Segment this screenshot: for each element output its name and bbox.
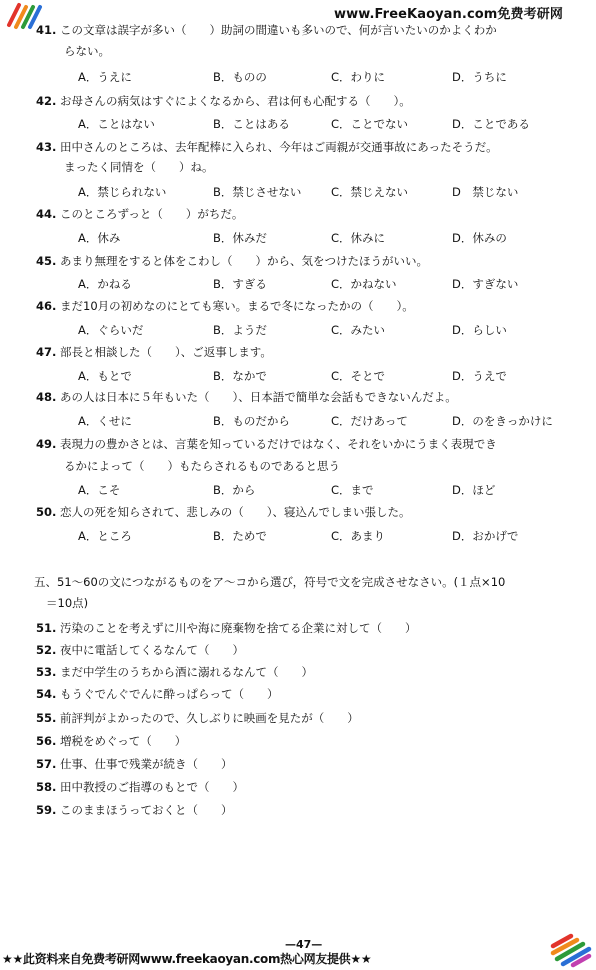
option-c: C．休みに: [331, 231, 386, 245]
question-43: 43. 田中さんのところは、去年配棒に入られ、今年はご両親が交通事故にあったそうだ。: [36, 140, 498, 154]
matching-item-57: 57. 仕事、仕事で残業が続き（ ）: [36, 757, 233, 771]
option-a: A．ことはない: [78, 117, 155, 131]
question-49: 49. 表現力の豊かさとは、言葉を知っているだけではなく、それをいかにうまく表現でき: [36, 437, 497, 451]
option-b: B．すぎる: [213, 277, 267, 291]
question-text: このところずっと（ ）がちだ。: [60, 207, 244, 221]
option-d: D．すぎない: [452, 277, 519, 291]
option-c: C．そとで: [331, 369, 386, 383]
option-c: C．わりに: [331, 70, 386, 84]
question-text: この文章は誤字が多い（ ）助詞の間違いも多いので、何が言いたいのかよくわか: [60, 23, 497, 37]
option-b: B．ものだから: [213, 414, 290, 428]
question-49-continuation: るかによって（ ）もたらされるものであると思う: [64, 459, 340, 473]
page-number: —47—: [285, 938, 323, 951]
option-a: A．かねる: [78, 277, 132, 291]
question-47: 47. 部長と相談した（ ）、ご返事します。: [36, 345, 272, 359]
question-43-continuation: まったく同情を（ ）ね。: [64, 160, 214, 174]
question-text: 田中さんのところは、去年配棒に入られ、今年はご両親が交通事故にあったそうだ。: [60, 140, 498, 154]
matching-item-51: 51. 汚染のことを考えずに川や海に廃棄物を捨てる企業に対して（ ）: [36, 621, 417, 635]
question-41: 41. この文章は誤字が多い（ ）助詞の間違いも多いので、何が言いたいのかよくわか: [36, 23, 497, 37]
option-d: D．らしい: [452, 323, 507, 337]
option-a: A．ぐらいだ: [78, 323, 144, 337]
option-a: A．もとで: [78, 369, 132, 383]
question-text: あの人は日本に５年もいた（ ）、日本語で簡単な会話もできないんだよ。: [60, 390, 457, 404]
footer-banner: ★★此资料来自免费考研网www.freekaoyan.com热心网友提供★★: [2, 952, 372, 966]
question-text: お母さんの病気はすぐによくなるから、君は何も心配する（ ）。: [60, 94, 411, 108]
matching-item-54: 54. もうぐでんぐでんに酔っぱらって（ ）: [36, 687, 279, 701]
option-b: B．から: [213, 483, 256, 497]
question-44: 44. このところずっと（ ）がちだ。: [36, 207, 244, 221]
option-b: B．ものの: [213, 70, 267, 84]
option-c: C．ことでない: [331, 117, 409, 131]
option-c: C．みたい: [331, 323, 386, 337]
option-a: A．禁じられない: [78, 185, 167, 199]
option-c: C．禁じえない: [331, 185, 409, 199]
question-50: 50. 恋人の死を知らされて、悲しみの（ ）、寝込んでしまい張した。: [36, 505, 411, 519]
option-d: D．のをきっかけに: [452, 414, 553, 428]
question-text: 部長と相談した（ ）、ご返事します。: [60, 345, 272, 359]
option-d: D．うちに: [452, 70, 507, 84]
option-d: D．ほど: [452, 483, 496, 497]
matching-item-56: 56. 増税をめぐって（ ）: [36, 734, 187, 748]
matching-item-52: 52. 夜中に電話してくるなんて（ ）: [36, 643, 245, 657]
option-b: B．ことはある: [213, 117, 290, 131]
option-d: D．おかげで: [452, 529, 519, 543]
question-48: 48. あの人は日本に５年もいた（ ）、日本語で簡単な会話もできないんだよ。: [36, 390, 457, 404]
question-text: 恋人の死を知らされて、悲しみの（ ）、寝込んでしまい張した。: [60, 505, 411, 519]
question-46: 46. まだ10月の初めなのにとても寒い。まるで冬になったかの（ ）。: [36, 299, 414, 313]
option-b: B．ためで: [213, 529, 267, 543]
option-c: C．あまり: [331, 529, 386, 543]
matching-item-59: 59. このままほうっておくと（ ）: [36, 803, 233, 817]
matching-item-58: 58. 田中教授のご指導のもとで（ ）: [36, 780, 245, 794]
question-41-continuation: らない。: [64, 44, 110, 58]
option-c: C．だけあって: [331, 414, 408, 428]
option-b: B．なかで: [213, 369, 267, 383]
matching-item-55: 55. 前評判がよかったので、久しぶりに映画を見たが（ ）: [36, 711, 359, 725]
question-45: 45. あまり無理をすると体をこわし（ ）から、気をつけたほうがいい。: [36, 254, 429, 268]
option-a: A．ところ: [78, 529, 132, 543]
option-c: C．まで: [331, 483, 374, 497]
matching-item-53: 53. まだ中学生のうちから酒に溺れるなんて（ ）: [36, 665, 314, 679]
option-d: D．休みの: [452, 231, 507, 245]
option-d: D 禁じない: [452, 185, 519, 199]
option-d: D．ことである: [452, 117, 530, 131]
option-c: C．かねない: [331, 277, 397, 291]
option-a: A．休み: [78, 231, 121, 245]
question-text: あまり無理をすると体をこわし（ ）から、気をつけたほうがいい。: [60, 254, 429, 268]
question-text: 表現力の豊かさとは、言葉を知っているだけではなく、それをいかにうまく表現でき: [60, 437, 497, 451]
question-42: 42. お母さんの病気はすぐによくなるから、君は何も心配する（ ）。: [36, 94, 411, 108]
option-a: A．こそ: [78, 483, 121, 497]
option-d: D．うえで: [452, 369, 507, 383]
option-a: A．くせに: [78, 414, 132, 428]
option-b: B．禁じさせない: [213, 185, 302, 199]
section-5-heading-continuation: ＝10点): [46, 596, 89, 610]
freekaoyan-logo-bottom-icon: [549, 932, 593, 968]
option-a: A．うえに: [78, 70, 132, 84]
section-5-heading: 五、51～60の文につながるものをア～コから選び，符号で文を完成させなさい。(１点×10: [34, 575, 506, 589]
option-b: B．ようだ: [213, 323, 267, 337]
site-url: www.FreeKaoyan.com免费考研网: [334, 7, 563, 22]
option-b: B．休みだ: [213, 231, 267, 245]
question-text: まだ10月の初めなのにとても寒い。まるで冬になったかの（ ）。: [60, 299, 414, 313]
